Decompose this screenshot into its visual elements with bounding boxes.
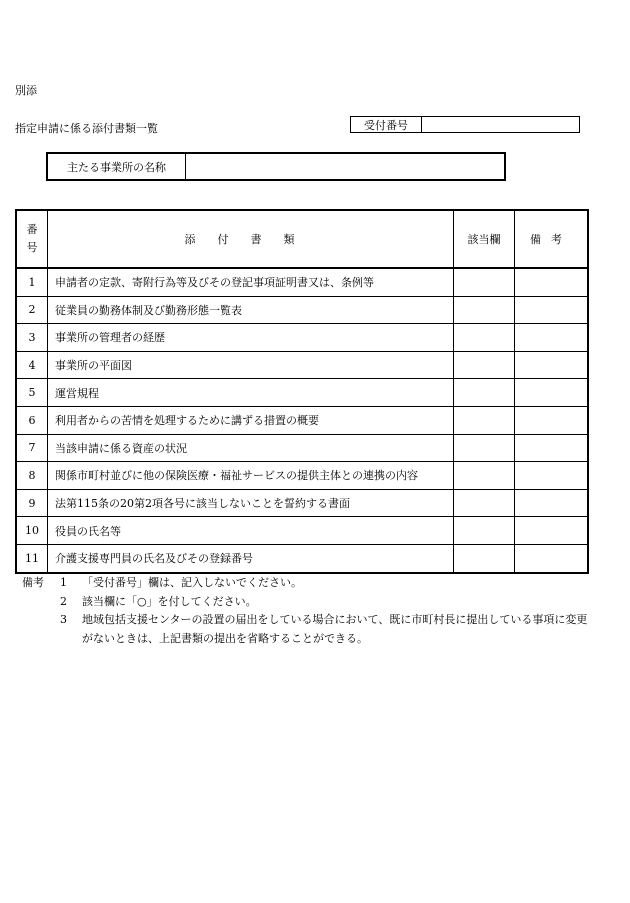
note-item-2	[22, 593, 622, 612]
page-title: 指定申請に係る添付書類一覧	[15, 122, 158, 135]
note-label-spacer	[22, 593, 60, 612]
header-document: 添付書類	[48, 210, 454, 268]
main-office-name-box	[46, 152, 506, 181]
row-remarks-cell[interactable]	[515, 268, 589, 296]
row-document: 法第115条の20第2項各号に該当しないことを誓約する書面	[48, 489, 454, 517]
row-document: 事業所の管理者の経歴	[48, 324, 454, 352]
row-remarks-cell[interactable]	[515, 351, 589, 379]
row-number: 3	[16, 324, 48, 352]
row-applicable-cell[interactable]	[454, 406, 515, 434]
reception-number-field[interactable]	[422, 117, 579, 132]
note-text: 該当欄に「○」を付してください。	[82, 594, 257, 608]
row-document: 申請者の定款、寄附行為等及びその登記事項証明書又は、条例等	[48, 268, 454, 296]
row-remarks-cell[interactable]	[515, 544, 589, 572]
row-remarks-cell[interactable]	[515, 462, 589, 490]
row-applicable-cell[interactable]	[454, 351, 515, 379]
row-applicable-cell[interactable]	[454, 296, 515, 324]
row-document: 事業所の平面図	[48, 351, 454, 379]
note-text: 地域包括支援センターの設置の届出をしている場合において、既に市町村長に提出している事項に変更	[82, 613, 588, 626]
reception-number-label: 受付番号	[351, 117, 422, 132]
note-item-1	[22, 574, 622, 593]
row-applicable-cell[interactable]	[454, 462, 515, 490]
table-row	[16, 379, 588, 407]
row-number: 8	[16, 462, 48, 490]
header-number-top: 番	[26, 223, 38, 236]
row-number: 5	[16, 379, 48, 407]
attachment-label: 別添	[15, 84, 37, 97]
row-applicable-cell[interactable]	[454, 434, 515, 462]
main-office-name-field[interactable]	[186, 154, 504, 179]
table-row	[16, 351, 588, 379]
row-remarks-cell[interactable]	[515, 379, 589, 407]
table-row	[16, 296, 588, 324]
header-applicable: 該当欄	[454, 210, 515, 268]
header-number-bottom: 号	[26, 241, 38, 254]
row-number: 7	[16, 434, 48, 462]
row-number: 1	[16, 268, 48, 296]
note-text: 「受付番号」欄は、記入しないでください。	[82, 576, 302, 589]
row-number: 2	[16, 296, 48, 324]
note-number: 3	[60, 613, 67, 626]
notes-label: 備考	[22, 576, 44, 589]
header-remarks: 備考	[515, 210, 589, 268]
table-row	[16, 324, 588, 352]
row-document: 介護支援専門員の氏名及びその登録番号	[48, 544, 454, 572]
reception-number-box	[350, 116, 580, 133]
note-text-continuation: がないときは、上記書類の提出を省略することができる。	[82, 631, 368, 645]
row-remarks-cell[interactable]	[515, 324, 589, 352]
table-row	[16, 406, 588, 434]
row-remarks-cell[interactable]	[515, 406, 589, 434]
table-row	[16, 517, 588, 545]
attached-documents-table	[15, 209, 589, 574]
row-document: 当該申請に係る資産の状況	[48, 434, 454, 462]
row-document: 運営規程	[48, 379, 454, 407]
main-office-name-label: 主たる事業所の名称	[48, 154, 186, 179]
row-number: 10	[16, 517, 48, 545]
row-remarks-cell[interactable]	[515, 517, 589, 545]
row-number: 4	[16, 351, 48, 379]
note-label-spacer	[22, 611, 60, 630]
row-number: 6	[16, 406, 48, 434]
row-applicable-cell[interactable]	[454, 324, 515, 352]
header-number	[16, 210, 48, 268]
table-row	[16, 544, 588, 572]
note-item-3	[22, 611, 622, 630]
row-document: 役員の氏名等	[48, 517, 454, 545]
row-applicable-cell[interactable]	[454, 489, 515, 517]
row-document: 関係市町村並びに他の保険医療・福祉サービスの提供主体との連携の内容	[48, 462, 454, 490]
note-number: 2	[60, 594, 67, 608]
table-row	[16, 434, 588, 462]
note-number: 1	[60, 576, 67, 589]
table-row	[16, 489, 588, 517]
row-remarks-cell[interactable]	[515, 296, 589, 324]
row-remarks-cell[interactable]	[515, 489, 589, 517]
row-applicable-cell[interactable]	[454, 517, 515, 545]
row-number: 11	[16, 544, 48, 572]
row-applicable-cell[interactable]	[454, 379, 515, 407]
row-document: 利用者からの苦情を処理するために講ずる措置の概要	[48, 406, 454, 434]
table-header-row	[16, 210, 588, 268]
table-row	[16, 268, 588, 296]
row-number: 9	[16, 489, 48, 517]
row-remarks-cell[interactable]	[515, 434, 589, 462]
row-applicable-cell[interactable]	[454, 268, 515, 296]
table-row	[16, 462, 588, 490]
row-applicable-cell[interactable]	[454, 544, 515, 572]
notes	[22, 574, 622, 648]
row-document: 従業員の勤務体制及び勤務形態一覧表	[48, 296, 454, 324]
